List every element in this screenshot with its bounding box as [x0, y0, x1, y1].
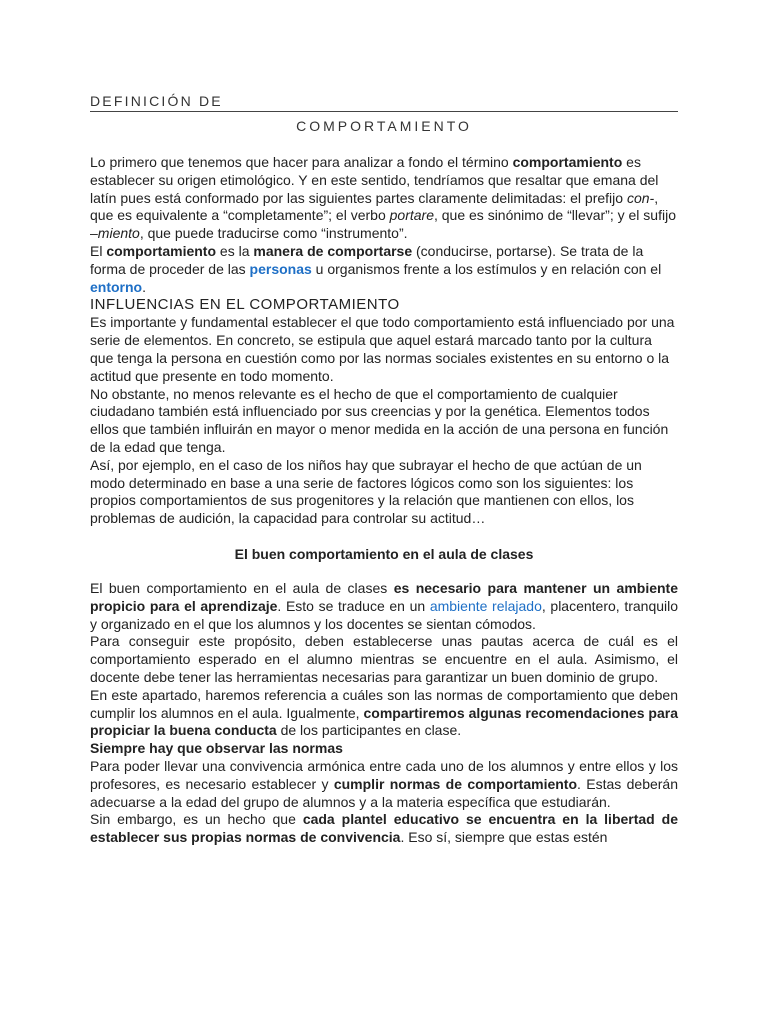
link-ambiente-relajado[interactable]: ambiente relajado: [429, 597, 542, 614]
text-run: .: [142, 278, 146, 295]
aula-paragraph-5: [90, 811, 678, 847]
text-run: , placentero, tranquilo y organizado en el que los alumnos y los docentes se sientan cómodos.: [90, 597, 679, 632]
text-run: . Eso sí, siempre que estas estén: [400, 829, 608, 846]
title-line-2: COMPORTAMIENTO: [296, 118, 472, 134]
text-run: , que es equivalente a “completamente”; el verbo: [90, 189, 659, 224]
influencias-paragraph-3: Así, por ejemplo, en el caso de los niños hay que subrayar el hecho de que actúan de un modo determinado en base a una serie de factores lógicos como son los siguientes: los propios comportamientos de sus progenitores y la relación que mantienen con ellos, los problemas de audición, la capacidad para controlar su actitud…: [90, 456, 642, 527]
text-run: Para poder llevar una convivencia armónica entre cada uno de los alumnos y entre ellos y los profesores, es necesario establecer y: [90, 757, 678, 792]
link-entorno[interactable]: entorno: [90, 278, 143, 295]
italic-term: miento: [97, 225, 140, 242]
link-personas[interactable]: personas: [249, 260, 312, 277]
italic-term: con-: [626, 189, 655, 206]
title-line-1: DEFINICIÓN DE: [90, 92, 678, 112]
text-run: . Estas deberán adecuarse a la edad del grupo de alumnos y a la materia específica que estudiarán.: [90, 775, 678, 810]
bold-term: es necesario para mantener un ambiente propicio para el aprendizaje: [90, 579, 678, 614]
subheading-text: Siempre hay que observar las normas: [90, 740, 343, 757]
italic-term: portare: [389, 207, 434, 224]
intro-paragraph-1: [90, 154, 678, 243]
text-run: , que es sinónimo de “llevar”; y el sufijo –: [90, 207, 676, 242]
aula-subheading: [90, 740, 678, 758]
text-run: de los participantes en clase.: [276, 722, 462, 739]
bold-term: manera de comportarse: [253, 242, 413, 259]
text-run: , que puede traducirse como “instrumento”.: [139, 225, 408, 242]
bold-term: cumplir normas de comportamiento: [333, 775, 578, 792]
text-run: . Esto se traduce en un: [277, 597, 430, 614]
section-heading-influencias: INFLUENCIAS EN EL COMPORTAMIENTO: [90, 296, 400, 314]
bold-term: cada plantel educativo se encuentra en la libertad de establecer sus propias normas de convivencia: [90, 811, 679, 846]
document-page: [90, 92, 678, 847]
aula-paragraph-1: [90, 580, 678, 633]
text-run: u organismos frente a los estímulos y en relación con el: [311, 260, 662, 277]
aula-paragraph-2: Para conseguir este propósito, deben establecerse unas pautas acerca de cuál es el comportamiento esperado en el alumno mientras se encuentre en el aula. Asimismo, el docente debe tener las herramientas necesarias para garantizar un buen dominio de grupo.: [90, 633, 678, 685]
section-heading-aula: El buen comportamiento en el aula de clases: [234, 545, 534, 562]
text-run: Sin embargo, es un hecho que: [90, 811, 303, 828]
bold-term: comportamiento: [512, 154, 623, 170]
bold-term: comportamiento: [106, 242, 217, 259]
text-run: En este apartado, haremos referencia a cuáles son las normas de comportamiento que deben cumplir los alumnos en el aula. Igualmente,: [90, 686, 678, 721]
influencias-paragraph-1: Es importante y fundamental establecer el que todo comportamiento está influenciado por una serie de elementos. En concreto, se estipula que aquel estará marcado tanto por la cultura que tenga la persona en cuestión como por las normas sociales existentes en su entorno o la actitud que presente en todo momento.: [90, 314, 675, 384]
text-run: Lo primero que tenemos que hacer para analizar a fondo el término: [90, 154, 513, 170]
intro-paragraph-2: [90, 243, 678, 296]
text-run: El: [90, 242, 107, 259]
text-run: es la: [216, 242, 254, 259]
text-run: es establecer su origen etimológico. Y en este sentido, tendríamos que resaltar que emana del latín pues está conformado por las siguientes partes claramente delimitadas: el prefijo: [90, 154, 659, 206]
aula-paragraph-3: [90, 687, 678, 740]
bold-term: compartiremos algunas recomendaciones para propiciar la buena conducta: [90, 704, 678, 739]
influencias-paragraph-2: No obstante, no menos relevante es el hecho de que el comportamiento de cualquier ciudadano también está influenciado por sus creencias y por la genética. Elementos todos ellos que también influirán en mayor o menor medida en la acción de una persona en función de la edad que tenga.: [90, 385, 669, 455]
text-run: (conducirse, portarse). Se trata de la forma de proceder de las: [90, 242, 644, 277]
text-run: El buen comportamiento en el aula de clases: [90, 579, 394, 596]
aula-paragraph-4: [90, 758, 678, 811]
